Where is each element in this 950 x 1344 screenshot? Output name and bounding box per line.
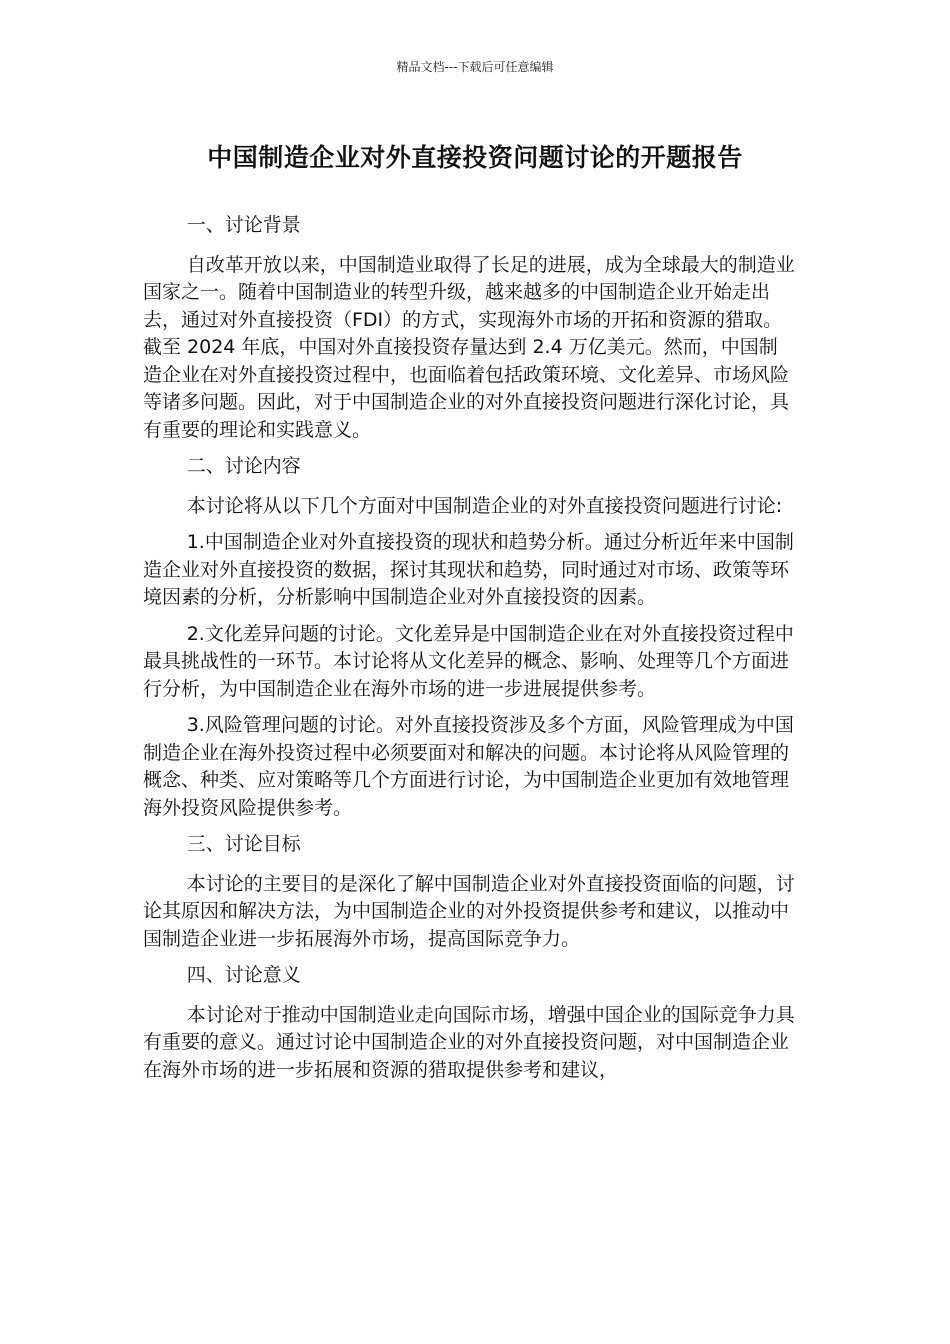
content-item-3: 3.风险管理问题的讨论。对外直接投资涉及多个方面，风险管理成为中国制造企业在海外投资过程中必须要面对和解决的问题。本讨论将从风险管理的概念、种类、应对策略等几个方面进行讨论，为中国制造企业更加有效地管理海外投资风险提供参考。 [143, 714, 794, 819]
goals-paragraph: 本讨论的主要目的是深化了解中国制造企业对外直接投资面临的问题，讨论其原因和解决方法，为中国制造企业的对外投资提供参考和建议，以推动中国制造企业进一步拓展海外市场，提高国际竞争力。 [143, 872, 795, 950]
section-heading-significance: 四、讨论意义 [186, 964, 301, 986]
background-paragraph: 自改革开放以来，中国制造业取得了长足的进展，成为全球最大的制造业国家之一。随着中国制造业的转型升级，越来越多的中国制造企业开始走出去，通过对外直接投资（FDI）的方式，实现海外市场的开拓和资源的猎取。截至 2024 年底，中国对外直接投资存量达到 2.4 万亿美元。然而，中国制造企业在对外直接投资过程中，也面临着包括政策环境、文化差异、市场风险等诸多问题。因此，对于中国制造企业的对外直接投资问题进行深化讨论，具有重要的理论和实践意义。 [143, 253, 795, 441]
significance-paragraph: 本讨论对于推动中国制造业走向国际市场，增强中国企业的国际竞争力具有重要的意义。通过讨论中国制造企业的对外直接投资问题，对中国制造企业在海外市场的进一步拓展和资源的猎取提供参考和建议， [143, 1003, 795, 1081]
document-body [143, 212, 795, 1093]
document-title: 中国制造企业对外直接投资问题讨论的开题报告 [207, 143, 743, 172]
header-note: 精品文档---下载后可任意编辑 [396, 60, 554, 74]
section-heading-content: 二、讨论内容 [186, 455, 301, 477]
section-heading-goals: 三、讨论目标 [186, 833, 301, 855]
content-item-2: 2.文化差异问题的讨论。文化差异是中国制造企业在对外直接投资过程中最具挑战性的一环节。本讨论将从文化差异的概念、影响、处理等几个方面进行分析，为中国制造企业在海外市场的进一步进展提供参考。 [143, 622, 794, 700]
section-heading-background: 一、讨论背景 [186, 214, 301, 236]
content-intro-paragraph: 本讨论将从以下几个方面对中国制造企业的对外直接投资问题进行讨论: [186, 494, 783, 517]
content-item-1: 1.中国制造企业对外直接投资的现状和趋势分析。通过分析近年来中国制造企业对外直接投资的数据，探讨其现状和趋势，同时通过对市场、政策等环境因素的分析，分析影响中国制造企业对外直接投资的因素。 [143, 531, 794, 608]
